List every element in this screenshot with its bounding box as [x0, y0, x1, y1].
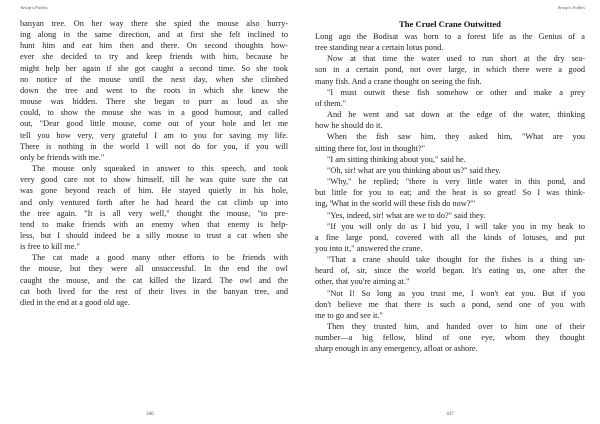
text-line: number—a big fellow, blind of one eye, whom they thought: [315, 333, 585, 343]
text-line: "Why," he replied; "there is very little water in this pond, and: [327, 177, 585, 187]
text-line: and only ventured forth after he had heard the cat climb up into: [20, 197, 288, 207]
text-line: There is nothing in the world I will not do for you, if you will: [20, 141, 288, 151]
text-line: Long ago the Bodisat was born to a forest life as the Genius of a: [315, 32, 585, 41]
text-line: "I am sitting thinking about you," said he.: [327, 154, 466, 164]
text-line: ever she decided to try and keep friends with him, because he: [20, 52, 288, 62]
right-page: [300, 0, 600, 424]
text-line: ing, 'What in the world will these fish do now?'": [315, 199, 476, 209]
text-line: "I must outwit these fish somehow or other and make a prey: [327, 87, 585, 97]
text-line: The cat made a good many other efforts to be friends with: [32, 253, 288, 263]
text-line: sharp enough in any emergency, afloat or ashore.: [315, 344, 478, 354]
text-line: hunt him and eat him then and there. On second thoughts how-: [20, 41, 288, 51]
text-line: mouse was hidden. There she began to purr as loud as she: [20, 97, 288, 107]
running-head-left: Aesop's Fables: [20, 5, 48, 10]
text-line: only be friends with me.": [20, 152, 105, 162]
text-line: could, to show the mouse she was in a good humour, and called: [20, 108, 288, 118]
text-line: Now at that time the water used to run short at the dry sea-: [327, 54, 585, 64]
running-head-right: Aesop's Fables: [557, 5, 585, 10]
text-line: no notice of the mouse until the next day, when she climbed: [20, 74, 288, 84]
text-line: died in the end at a good old age.: [20, 297, 130, 307]
text-line: tend to make friends with an enemy when that enemy is help-: [20, 219, 288, 229]
text-line: caught the mouse, and the cat killed the lizard. The owl and the: [20, 275, 288, 285]
text-line: When the fish saw him, they asked him, "What are you: [327, 132, 585, 142]
text-line: you into it," answered the crane.: [315, 243, 423, 253]
text-line: me to go and see it.": [315, 310, 383, 320]
page-number-right: 447: [446, 412, 454, 417]
text-line: sitting there for, lost in thought?": [315, 143, 425, 153]
text-line: ing along in the same direction, and at first she felt inclined to: [20, 30, 288, 40]
text-line: of them.": [315, 98, 347, 108]
text-line: but little for you to eat; and the heat is so great! So I was think-: [315, 188, 585, 198]
text-line: down the tree and went to the roots in which she knew the: [20, 85, 288, 95]
text-line: less, but I should indeed be a silly mouse to trust a cat when she: [20, 230, 288, 240]
text-line: "Yes, indeed, sir! what are we to do?" said they.: [327, 210, 486, 220]
text-line: son in a certain pond, not over large, in which there were a good: [315, 65, 585, 75]
text-line: out, "Dear good little mouse, come out of your hole and let me: [20, 119, 288, 129]
text-line: other, that you're aiming at.": [315, 277, 410, 287]
story-title: The Cruel Crane Outwitted: [399, 19, 501, 29]
text-line: Then they trusted him, and handed over to him one of their: [327, 322, 585, 332]
text-line: very good care not to show himself, till he was quite sure the cat: [20, 175, 288, 185]
text-line: heard of, sir, since the world began. It's eating us, one after the: [315, 266, 585, 276]
text-line: banyan tree. On her way there she spied the mouse also hurry-: [20, 19, 288, 28]
text-line: might help her again if she got caught a second time. So she took: [20, 63, 288, 73]
text-line: the mouse, but they were all unsuccessful. In the end the owl: [20, 264, 288, 274]
page-number-left: 446: [146, 412, 154, 417]
text-line: is free to kill me.": [20, 242, 80, 252]
text-line: many fish. And a crane thought on seeing the fish.: [315, 76, 482, 86]
left-page-text: [20, 18, 288, 308]
text-line: don't believe me that there is such a pond, send one of you with: [315, 299, 585, 309]
text-line: a fine large pond, covered with all the kinds of lotuses, and put: [315, 232, 585, 242]
text-line: tree standing near a certain lotus pond.: [315, 43, 444, 53]
text-line: The mouse only squeaked in answer to this speech, and took: [32, 164, 288, 174]
text-line: "That a crane should take thought for the fishes is a thing un-: [327, 255, 585, 265]
text-line: was gone beyond reach of him. He stayed quietly in his hole,: [20, 186, 288, 196]
text-line: tell you how very, very grateful I am to you for saving my life.: [20, 130, 288, 140]
text-line: "If you will only do as I bid you, I will take you in my beak to: [327, 221, 585, 231]
text-line: how he should do it.: [315, 121, 383, 131]
text-line: cat both lived for the rest of their lives in the banyan tree, and: [20, 286, 288, 296]
text-line: And he went and sat down at the edge of the water, thinking: [327, 110, 585, 120]
right-page-text: [315, 31, 585, 355]
text-line: the tree again. "It is all very well," thought the mouse, "to pre-: [20, 208, 288, 218]
text-line: "Not I! So long as you trust me, I won't eat you. But if you: [327, 288, 585, 298]
text-line: "Oh, sir! what are you thinking about us?" said they.: [327, 165, 501, 175]
